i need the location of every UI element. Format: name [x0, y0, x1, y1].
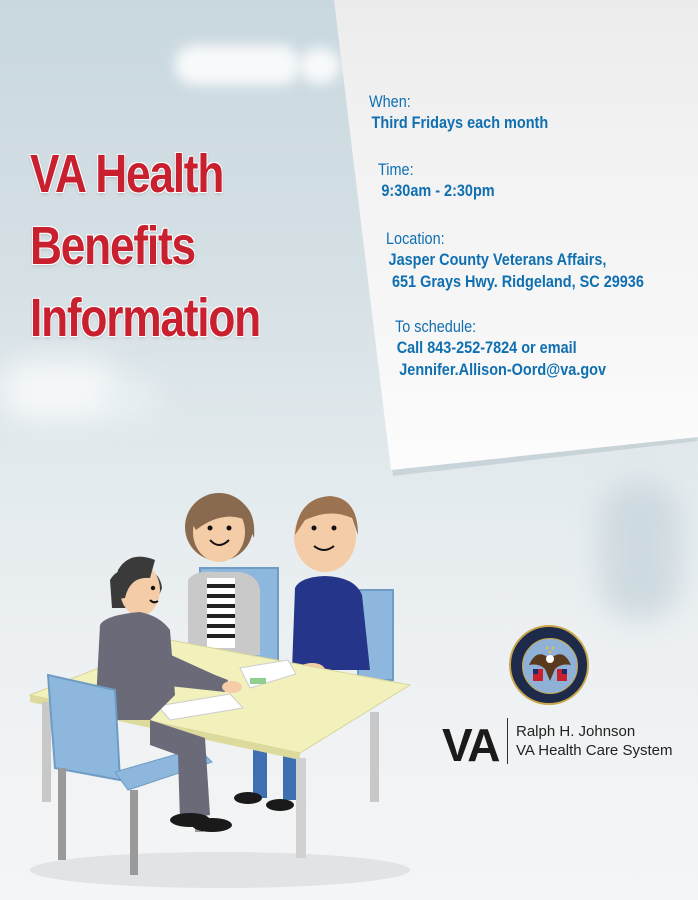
meeting-illustration [0, 480, 420, 900]
when-section [369, 92, 548, 134]
title-line: Information [30, 288, 260, 348]
background-light [300, 48, 340, 84]
title-line: Benefits [30, 216, 195, 276]
logo-divider [507, 718, 508, 764]
time-section [378, 160, 495, 202]
background-blur [600, 480, 680, 620]
location-value-line: 651 Grays Hwy. Ridgeland, SC 29936 [391, 272, 644, 291]
eagle-icon [522, 638, 578, 694]
system-name-line: Ralph H. Johnson [516, 723, 636, 740]
when-value: Third Fridays each month [371, 113, 549, 132]
location-value-line: Jasper County Veterans Affairs, [388, 250, 607, 269]
va-seal-icon [509, 625, 589, 705]
flyer-title [30, 138, 260, 354]
health-care-system-name [516, 722, 672, 760]
schedule-label: To schedule: [395, 317, 477, 336]
email-link[interactable]: Jennifer.Allison-Oord@va.gov [399, 360, 607, 379]
time-label: Time: [378, 160, 414, 179]
system-name-line: VA Health Care System [516, 742, 673, 759]
time-value: 9:30am - 2:30pm [381, 181, 495, 200]
when-label: When: [369, 92, 411, 111]
background-blur [100, 380, 160, 420]
location-section [386, 229, 644, 293]
schedule-value-line: Call 843-252-7824 or email [396, 338, 577, 357]
schedule-section [395, 317, 606, 381]
va-logo: VA [442, 719, 499, 771]
location-label: Location: [386, 229, 445, 248]
title-line: VA Health [30, 144, 224, 204]
background-light [175, 45, 300, 85]
